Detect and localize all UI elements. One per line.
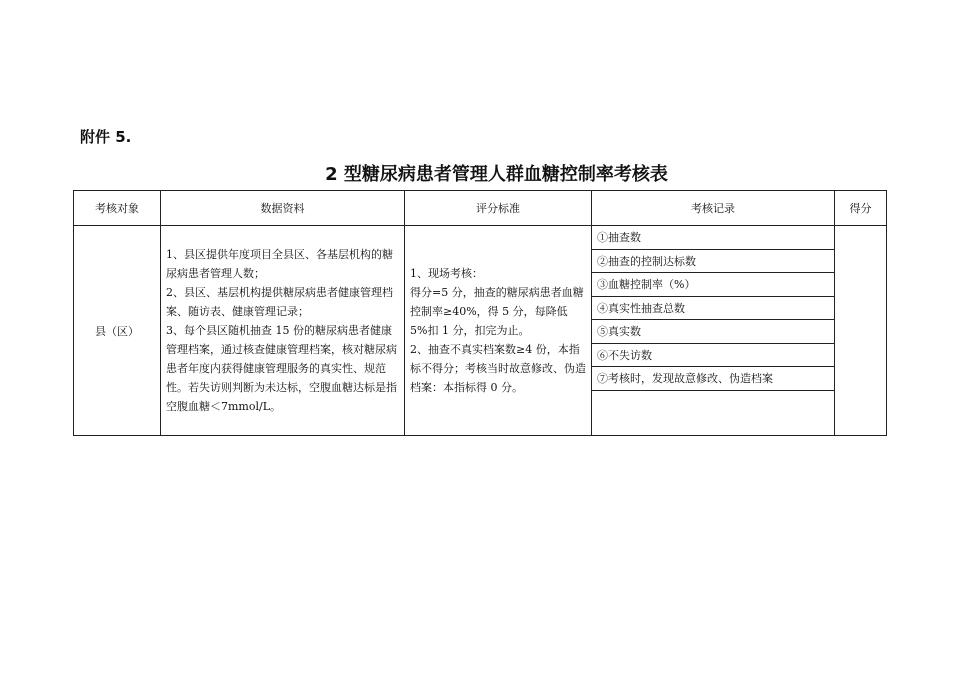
cell-scoring-criteria [405,226,592,436]
cell-assessment-records [592,226,835,436]
header-assessment-object: 考核对象 [74,191,161,226]
record-item: ⑤真实数 [592,320,834,344]
header-data-materials: 数据资料 [161,191,405,226]
header-assessment-record: 考核记录 [592,191,835,226]
cell-score [835,226,887,436]
cell-assessment-object: 县（区） [74,226,161,436]
data-paragraph: 2、县区、基层机构提供糖尿病患者健康管理档案、随访表、健康管理记录； [166,286,393,318]
attachment-label: 附件 5. [80,128,132,146]
record-item: ①抽查数 [592,226,834,250]
record-item: ⑥不失访数 [592,344,834,368]
record-item: ③血糖控制率（%） [592,273,834,297]
criteria-paragraph: 1、现场考核： [410,267,483,280]
record-item: ②抽查的控制达标数 [592,250,834,274]
header-score: 得分 [835,191,887,226]
document-title: 2 型糖尿病患者管理人群血糖控制率考核表 [325,164,668,185]
table-row [74,226,887,436]
record-item: ④真实性抽查总数 [592,297,834,321]
header-scoring-criteria: 评分标准 [405,191,592,226]
criteria-paragraph: 2、抽查不真实档案数≥4 份，本指标不得分；考核当时故意修改、伪造档案：本指标得 0 分。 [410,343,586,394]
data-paragraph: 1、县区提供年度项目全县区、各基层机构的糖尿病患者管理人数； [166,248,393,280]
cell-data-materials [161,226,405,436]
assessment-table [73,190,887,436]
data-paragraph: 3、每个县区随机抽查 15 份的糖尿病患者健康管理档案，通过核查健康管理档案，核对糖尿病患者年度内获得健康管理服务的真实性、规范性。若失访则判断为未达标，空腹血糖达标是指空腹血糖＜7mmol/L。 [166,324,397,413]
criteria-paragraph: 得分=5 分，抽查的糖尿病患者血糖控制率≥40%，得 5 分，每降低 5%扣 1 分，扣完为止。 [410,286,584,337]
record-list [592,226,834,435]
table-header-row [74,191,887,226]
record-item: ⑦考核时，发现故意修改、伪造档案 [592,367,834,391]
record-item-blank [592,391,834,436]
